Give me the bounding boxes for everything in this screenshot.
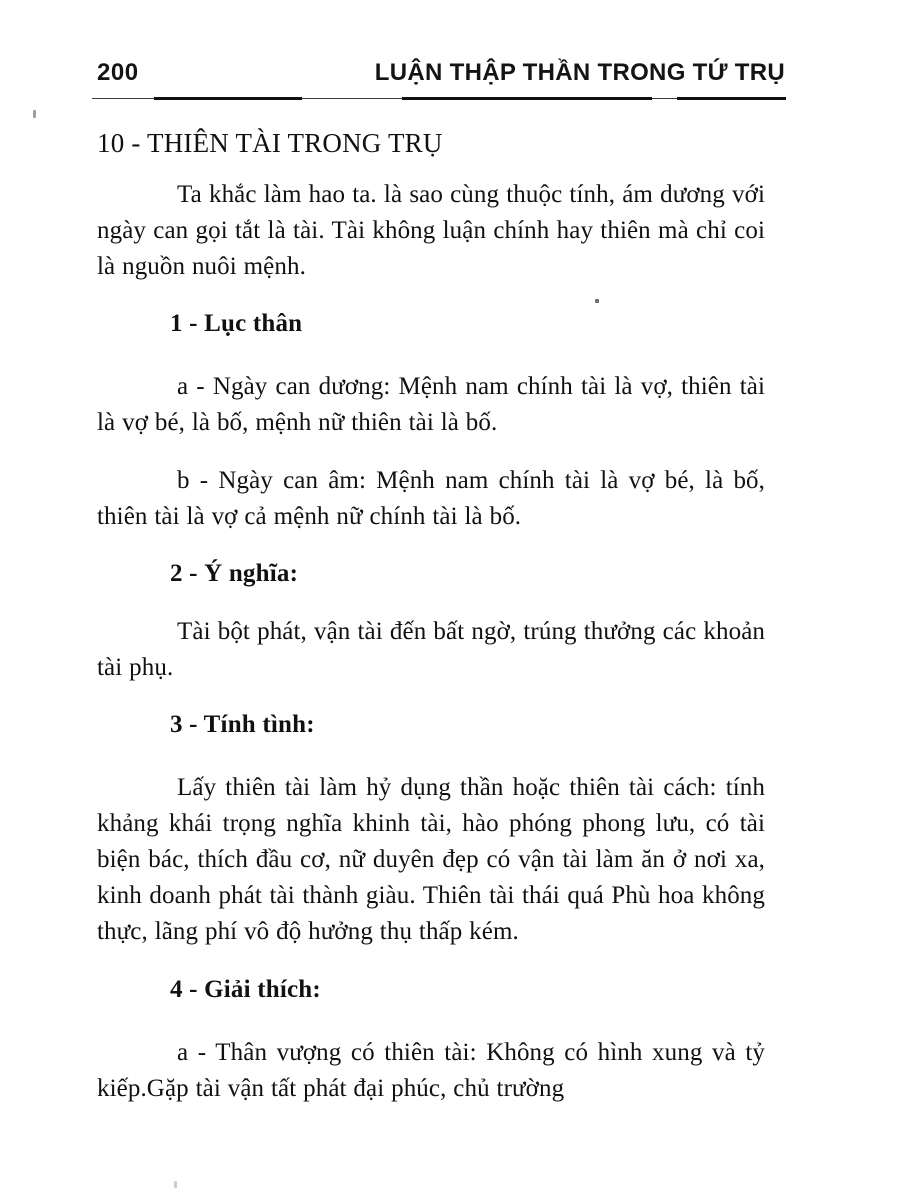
page-number: 200 (97, 59, 139, 86)
scan-speck (595, 299, 599, 303)
section-2-paragraph: Tài bột phát, vận tài đến bất ngờ, trúng thưởng các khoản tài phụ. (97, 618, 765, 681)
page-header (97, 58, 785, 96)
header-rule (92, 97, 786, 101)
section-3-paragraph: Lấy thiên tài làm hỷ dụng thần hoặc thiên tài cách: tính khảng khái trọng nghĩa khinh tài, hào phóng phong lưu, có tài biện bác, thích đầu cơ, nữ duyên đẹp có vận tài làm ăn ở nơi xa, kinh doanh phát tài thành giàu. Thiên tài thái quá Phù hoa không thực, lãng phí vô độ hưởng thụ thấp kém. (97, 774, 765, 945)
section-heading-4: 4 - Giải thích: (170, 976, 321, 1003)
page-body (97, 126, 765, 1120)
chapter-title: 10 - THIÊN TÀI TRONG TRỤ (97, 128, 443, 158)
section-heading-1: 1 - Lục thân (170, 310, 303, 337)
section-1-paragraph-b: b - Ngày can âm: Mệnh nam chính tài là vợ bé, là bố, thiên tài là vợ cả mệnh nữ chính tài là bố. (97, 467, 765, 530)
scan-speck (174, 1181, 177, 1188)
section-4-paragraph-a: a - Thân vượng có thiên tài: Không có hình xung và tỷ kiếp.Gặp tài vận tất phát đại phúc, chủ trường (97, 1039, 765, 1102)
scan-speck (33, 110, 36, 118)
section-heading-3: 3 - Tính tình: (170, 711, 315, 738)
running-title: LUẬN THẬP THẦN TRONG TỨ TRỤ (374, 59, 785, 86)
section-1-paragraph-a: a - Ngày can dương: Mệnh nam chính tài là vợ, thiên tài là vợ bé, là bố, mệnh nữ thiên tài là bố. (97, 373, 765, 436)
intro-paragraph: Ta khắc làm hao ta. là sao cùng thuộc tính, ám dương với ngày can gọi tắt là tài. Tài không luận chính hay thiên mà chỉ coi là nguồn nuôi mệnh. (97, 181, 765, 280)
section-heading-2: 2 - Ý nghĩa: (170, 560, 299, 587)
